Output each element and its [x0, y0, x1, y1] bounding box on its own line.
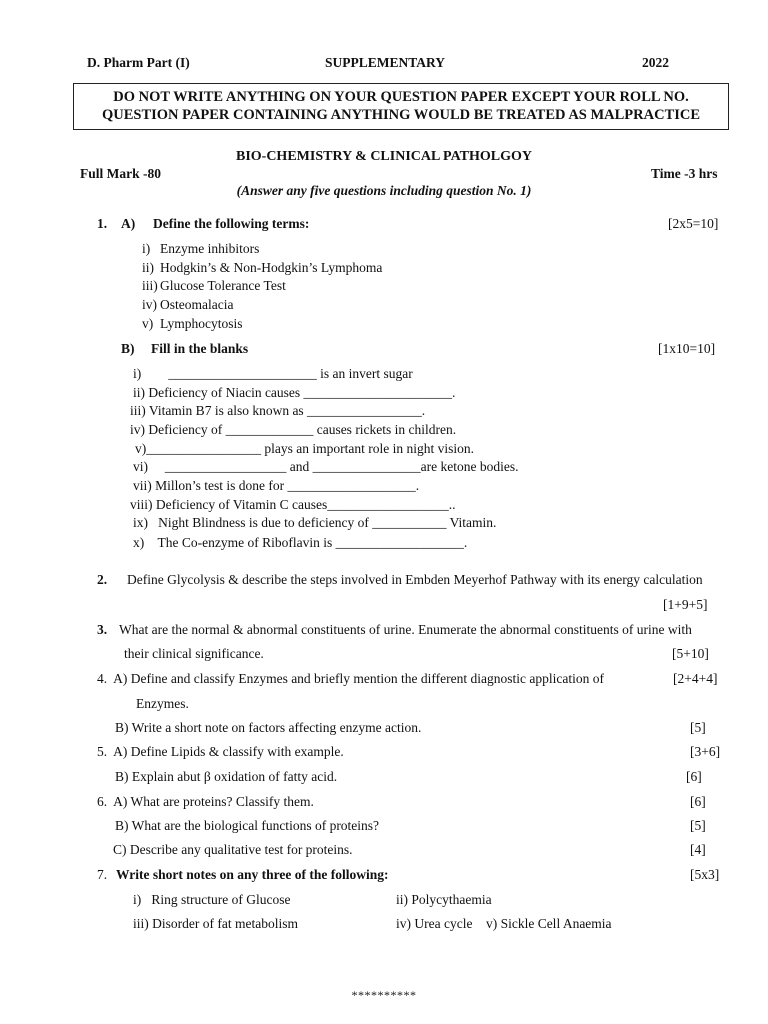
q7-option-4: iv) Urea cycle v) Sickle Cell Anaemia	[396, 916, 612, 931]
list-item: ix) Night Blindness is due to deficiency of ___________ Vitamin.	[133, 515, 497, 530]
item-text: Hodgkin’s & Non-Hodgkin’s Lymphoma	[160, 260, 383, 275]
list-item: i) ______________________ is an invert sugar	[133, 366, 413, 381]
item-number: ii)	[142, 260, 154, 275]
item-text: Osteomalacia	[160, 297, 234, 312]
list-item: v)_________________ plays an important role in night vision.	[135, 441, 474, 456]
list-item: ii) Deficiency of Niacin causes ______________________.	[133, 385, 456, 400]
q5a-text: 5. A) Define Lipids & classify with example.	[97, 744, 344, 759]
list-item	[142, 242, 259, 256]
warning-line-2: QUESTION PAPER CONTAINING ANYTHING WOULD BE TREATED AS MALPRACTICE	[101, 107, 701, 123]
q3-text-line-2: their clinical significance.	[124, 646, 264, 661]
time-allowed: Time -3 hrs	[651, 166, 718, 181]
instruction: (Answer any five questions including question No. 1)	[236, 183, 532, 198]
q3-text-line-1: What are the normal & abnormal constituents of urine. Enumerate the abnormal constituents of urine with	[119, 622, 692, 637]
q4a-text-line-1: 4. A) Define and classify Enzymes and briefly mention the different diagnostic application of	[97, 671, 604, 686]
q4b-text: B) Write a short note on factors affecting enzyme action.	[115, 720, 422, 735]
q1a-label: A)	[121, 216, 136, 231]
q6c-text: C) Describe any qualitative test for proteins.	[113, 842, 353, 857]
q5a-marks: [3+6]	[690, 744, 721, 759]
list-item: viii) Deficiency of Vitamin C causes__________________..	[130, 497, 456, 512]
item-number: iii)	[142, 278, 158, 293]
list-item: vii) Millon’s test is done for ___________________.	[133, 478, 420, 493]
q7-option-2: ii) Polycythaemia	[396, 892, 492, 907]
item-number: v)	[142, 316, 154, 331]
q6c-marks: [4]	[690, 842, 706, 857]
q5b-marks: [6]	[686, 769, 702, 784]
course-label: D. Pharm Part (I)	[87, 55, 190, 70]
q2-text: Define Glycolysis & describe the steps involved in Embden Meyerhof Pathway with its energy calculation	[127, 572, 703, 587]
q2-number: 2.	[97, 572, 108, 587]
list-item: x) The Co-enzyme of Riboflavin is ___________________.	[133, 535, 468, 550]
q7-number: 7.	[97, 867, 108, 882]
q7-option-3: iii) Disorder of fat metabolism	[133, 916, 298, 931]
list-item	[142, 261, 382, 275]
list-item	[142, 317, 243, 331]
item-text: Glucose Tolerance Test	[160, 278, 286, 293]
exam-type-label: SUPPLEMENTARY	[325, 55, 446, 70]
q7-marks: [5x3]	[690, 867, 720, 882]
q5b-text: B) Explain abut β oxidation of fatty acid.	[115, 769, 338, 784]
list-item: vi) __________________ and ________________are ketone bodies.	[133, 459, 519, 474]
q7-option-1: i) Ring structure of Glucose	[133, 892, 291, 907]
item-number: iv)	[142, 297, 157, 312]
q1a-text: Define the following terms:	[153, 216, 310, 231]
list-item: iv) Deficiency of _____________ causes rickets in children.	[130, 422, 457, 437]
q2-marks: [1+9+5]	[663, 597, 708, 612]
year-label: 2022	[642, 55, 669, 70]
full-mark: Full Mark -80	[80, 166, 161, 181]
q7-text: Write short notes on any three of the following:	[116, 867, 389, 882]
warning-box	[73, 83, 729, 130]
q1a-marks: [2x5=10]	[668, 216, 719, 231]
item-text: Lymphocytosis	[160, 316, 243, 331]
list-item: iii) Vitamin B7 is also known as _________________.	[130, 403, 426, 418]
q3-number: 3.	[97, 622, 108, 637]
subject-title: BIO-CHEMISTRY & CLINICAL PATHOLGOY	[235, 149, 532, 164]
q6b-text: B) What are the biological functions of proteins?	[115, 818, 380, 833]
q4b-marks: [5]	[690, 720, 706, 735]
q1b-marks: [1x10=10]	[658, 341, 716, 356]
q6a-marks: [6]	[690, 794, 706, 809]
q3-marks: [5+10]	[672, 646, 709, 661]
item-text: Enzyme inhibitors	[160, 241, 260, 256]
end-marker: **********	[351, 988, 417, 1002]
list-item	[142, 279, 286, 293]
q6a-text: 6. A) What are proteins? Classify them.	[97, 794, 314, 809]
q4a-marks: [2+4+4]	[673, 671, 718, 686]
q1-number: 1.	[97, 216, 108, 231]
q1b-text: Fill in the blanks	[151, 341, 249, 356]
q4a-text-line-2: Enzymes.	[136, 696, 189, 711]
q6b-marks: [5]	[690, 818, 706, 833]
q1b-label: B)	[121, 341, 135, 356]
warning-line-1: DO NOT WRITE ANYTHING ON YOUR QUESTION PAPER EXCEPT YOUR ROLL NO.	[113, 89, 689, 105]
list-item	[142, 298, 233, 312]
item-number: i)	[142, 241, 151, 256]
